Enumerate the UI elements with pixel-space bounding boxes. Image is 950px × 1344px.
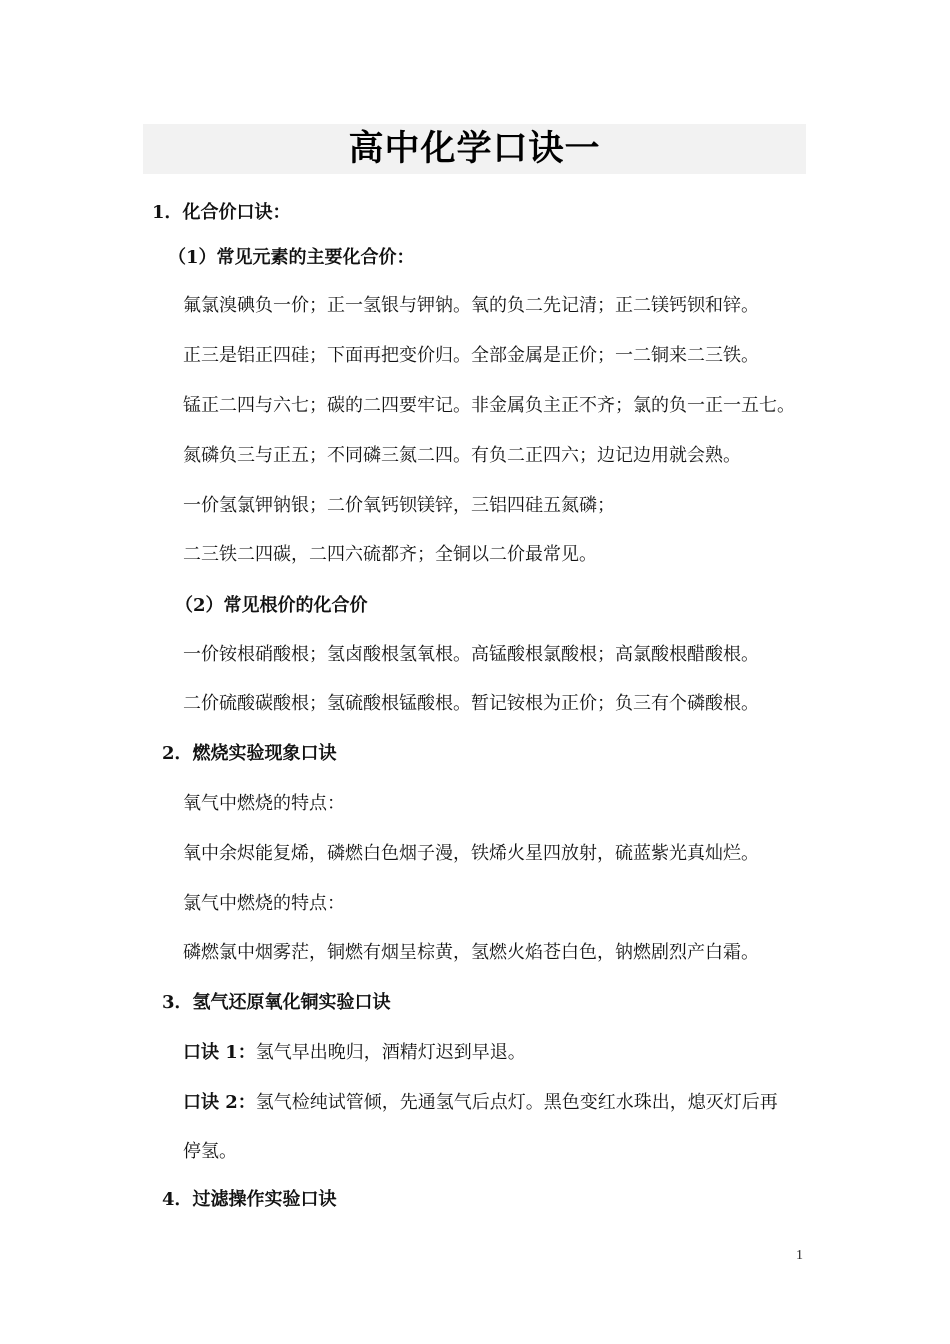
- text-line: 二价硫酸碳酸根；氢硫酸根锰酸根。暂记铵根为正价；负三有个磷酸根。: [183, 693, 759, 714]
- section-4-heading: 4．过滤操作实验口诀: [162, 1189, 337, 1210]
- text-line: 二三铁二四碳，二四六硫都齐；全铜以二价最常见。: [183, 544, 597, 565]
- text-line: [183, 1041, 526, 1065]
- page-title: 高中化学口诀一: [348, 128, 601, 169]
- mnemonic-1-text: 氢气早出晚归，酒精灯迟到早退。: [255, 1042, 526, 1063]
- mnemonic-1-label: 口诀 1：: [183, 1042, 256, 1063]
- section-1-2-heading: （2）常见根价的化合价: [175, 595, 368, 616]
- text-line: 氧中余烬能复烯，磷燃白色烟子漫，铁烯火星四放射，硫蓝紫光真灿烂。: [183, 843, 759, 864]
- text-line: 氯气中燃烧的特点：: [183, 893, 345, 914]
- mnemonic-2-text: 氢气检纯试管倾，先通氢气后点灯。黑色变红水珠出，熄灭灯后再: [255, 1092, 778, 1113]
- section-3-heading: 3．氢气还原氧化铜实验口诀: [162, 992, 391, 1013]
- text-line: 一价铵根硝酸根；氢卤酸根氢氧根。高锰酸根氯酸根；高氯酸根醋酸根。: [183, 644, 759, 665]
- text-line: 正三是铝正四硅；下面再把变价归。全部金属是正价；一二铜来二三铁。: [183, 345, 759, 366]
- page-number: 1: [796, 1248, 803, 1263]
- section-1-heading: 1．化合价口诀：: [152, 202, 291, 223]
- text-line: 锰正二四与六七；碳的二四要牢记。非金属负主正不齐；氯的负一正一五七。: [183, 395, 795, 416]
- text-line: [183, 1091, 778, 1115]
- text-line: 磷燃氯中烟雾茫，铜燃有烟呈棕黄，氢燃火焰苍白色，钠燃剧烈产白霜。: [183, 942, 759, 963]
- section-2-heading: 2．燃烧实验现象口诀: [162, 743, 337, 764]
- text-line: 停氢。: [183, 1141, 237, 1162]
- text-line: 氮磷负三与正五；不同磷三氮二四。有负二正四六；边记边用就会熟。: [183, 445, 741, 466]
- text-line: 氧气中燃烧的特点：: [183, 793, 345, 814]
- text-line: 氟氯溴碘负一价；正一氢银与钾钠。氧的负二先记清；正二镁钙钡和锌。: [183, 295, 759, 316]
- mnemonic-2-label: 口诀 2：: [183, 1092, 256, 1113]
- section-1-1-heading: （1）常见元素的主要化合价：: [168, 247, 415, 268]
- text-line: 一价氢氯钾钠银；二价氧钙钡镁锌，三铝四硅五氮磷；: [183, 495, 615, 516]
